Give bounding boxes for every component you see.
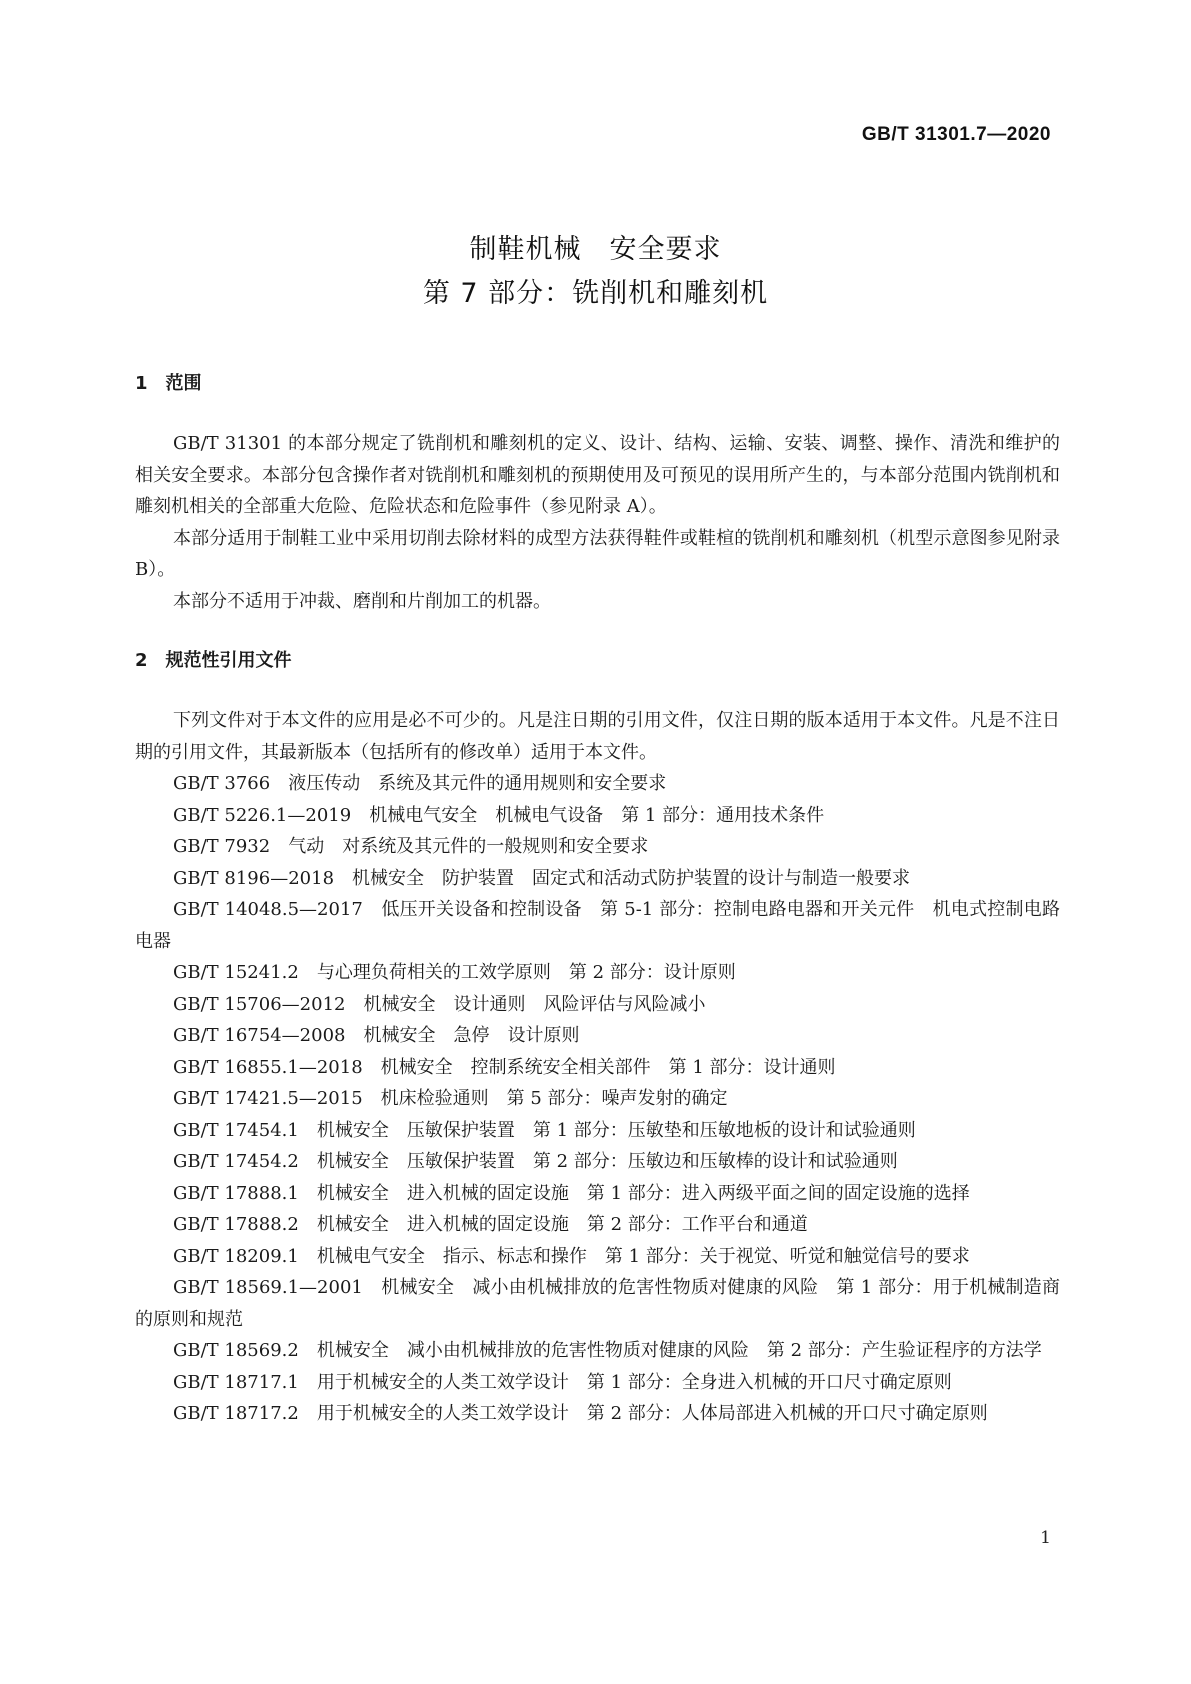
reference-code: GB/T 18569.2: [173, 1340, 299, 1361]
section-heading-scope: 1 范围: [135, 373, 202, 394]
reference-item: [135, 1020, 1060, 1052]
reference-item: [135, 831, 1060, 863]
reference-item: [135, 863, 1060, 895]
reference-item: [135, 1178, 1060, 1210]
reference-title: 机械安全 进入机械的固定设施 第 2 部分：工作平台和通道: [316, 1214, 808, 1235]
reference-code: GB/T 17421.5—2015: [173, 1088, 363, 1109]
paragraph: 本部分不适用于冲裁、磨削和片削加工的机器。: [173, 590, 551, 612]
reference-code: GB/T 16754—2008: [173, 1025, 346, 1046]
reference-code: GB/T 14048.5—2017: [173, 899, 363, 920]
document-title: [0, 228, 1191, 316]
standard-code: GB/T 31301.7—2020: [861, 124, 1051, 145]
reference-item: [135, 1335, 1060, 1367]
title-line-1: 制鞋机械 安全要求: [469, 234, 722, 265]
reference-code: GB/T 15706—2012: [173, 993, 346, 1015]
paragraph: 本部分适用于制鞋工业中采用切削去除材料的成型方法获得鞋件或鞋楦的铣削机和雕刻机（机型示意图参见附录 B）。: [135, 527, 1060, 580]
reference-title: 机械安全 减小由机械排放的危害性物质对健康的风险 第 1 部分：用于机械制造商的原则和规范: [135, 1277, 1060, 1330]
reference-item: [135, 894, 1060, 957]
reference-item: [135, 768, 1060, 800]
reference-title: 与心理负荷相关的工效学原则 第 2 部分：设计原则: [316, 962, 736, 983]
reference-title: 低压开关设备和控制设备 第 5-1 部分：控制电路电器和开关元件 机电式控制电路电器: [135, 899, 1060, 952]
reference-code: GB/T 17454.2: [173, 1151, 299, 1172]
reference-title: 机械安全 控制系统安全相关部件 第 1 部分：设计通则: [380, 1056, 836, 1078]
reference-title: 机床检验通则 第 5 部分：噪声发射的确定: [380, 1088, 728, 1109]
reference-item: [135, 1241, 1060, 1273]
reference-item: [135, 1398, 1060, 1430]
reference-code: GB/T 16855.1—2018: [173, 1056, 363, 1078]
reference-item: [135, 1052, 1060, 1084]
reference-title: 机械安全 进入机械的固定设施 第 1 部分：进入两级平面之间的固定设施的选择: [316, 1182, 970, 1204]
reference-code: GB/T 17888.1: [173, 1182, 299, 1204]
reference-title: 机械电气安全 机械电气设备 第 1 部分：通用技术条件: [369, 804, 825, 826]
reference-item: [135, 957, 1060, 989]
reference-title: 用于机械安全的人类工效学设计 第 1 部分：全身进入机械的开口尺寸确定原则: [316, 1371, 952, 1393]
reference-item: [135, 1367, 1060, 1399]
reference-item: [135, 989, 1060, 1021]
reference-item: [135, 1209, 1060, 1241]
reference-item: [135, 1146, 1060, 1178]
reference-title: 用于机械安全的人类工效学设计 第 2 部分：人体局部进入机械的开口尺寸确定原则: [316, 1403, 988, 1424]
reference-title: 机械安全 设计通则 风险评估与风险减小: [363, 993, 706, 1015]
reference-item: [135, 1115, 1060, 1147]
reference-title: 气动 对系统及其元件的一般规则和安全要求: [288, 836, 649, 857]
title-line-2: 第 7 部分：铣削机和雕刻机: [422, 278, 769, 309]
reference-code: GB/T 18717.2: [173, 1403, 299, 1424]
reference-code: GB/T 18569.1—2001: [173, 1277, 363, 1298]
reference-code: GB/T 5226.1—2019: [173, 804, 352, 826]
paragraph: GB/T 31301 的本部分规定了铣削机和雕刻机的定义、设计、结构、运输、安装、调整、操作、清洗和维护的相关安全要求。本部分包含操作者对铣削机和雕刻机的预期使用及可预见的误用所产生的，与本部分范围内铣削机和雕刻机相关的全部重大危险、危险状态和危险事件（参见附录 A）。: [135, 433, 1060, 517]
reference-code: GB/T 3766: [173, 773, 271, 794]
reference-code: GB/T 8196—2018: [173, 867, 335, 889]
reference-item: [135, 1272, 1060, 1335]
reference-code: GB/T 18717.1: [173, 1371, 299, 1393]
reference-title: 机械安全 压敏保护装置 第 2 部分：压敏边和压敏棒的设计和试验通则: [316, 1151, 898, 1172]
reference-code: GB/T 17888.2: [173, 1214, 299, 1235]
page-number: 1: [1040, 1528, 1051, 1548]
reference-list: [135, 768, 1060, 1430]
reference-title: 机械安全 压敏保护装置 第 1 部分：压敏垫和压敏地板的设计和试验通则: [316, 1119, 916, 1141]
reference-title: 机械安全 减小由机械排放的危害性物质对健康的风险 第 2 部分：产生验证程序的方法学: [316, 1340, 1042, 1361]
reference-title: 机械电气安全 指示、标志和操作 第 1 部分：关于视觉、听觉和触觉信号的要求: [316, 1245, 970, 1267]
paragraph: 下列文件对于本文件的应用是必不可少的。凡是注日期的引用文件，仅注日期的版本适用于本文件。凡是不注日期的引用文件，其最新版本（包括所有的修改单）适用于本文件。: [135, 710, 1060, 763]
section-heading-normative-references: 2 规范性引用文件: [135, 650, 292, 671]
document-body: [135, 370, 1060, 1430]
reference-code: GB/T 17454.1: [173, 1119, 299, 1141]
reference-item: [135, 1083, 1060, 1115]
reference-title: 机械安全 防护装置 固定式和活动式防护装置的设计与制造一般要求: [352, 867, 911, 889]
reference-title: 液压传动 系统及其元件的通用规则和安全要求: [288, 773, 667, 794]
reference-code: GB/T 15241.2: [173, 962, 299, 983]
reference-code: GB/T 7932: [173, 836, 271, 857]
reference-title: 机械安全 急停 设计原则: [363, 1025, 580, 1046]
reference-code: GB/T 18209.1: [173, 1245, 299, 1267]
reference-item: [135, 800, 1060, 832]
